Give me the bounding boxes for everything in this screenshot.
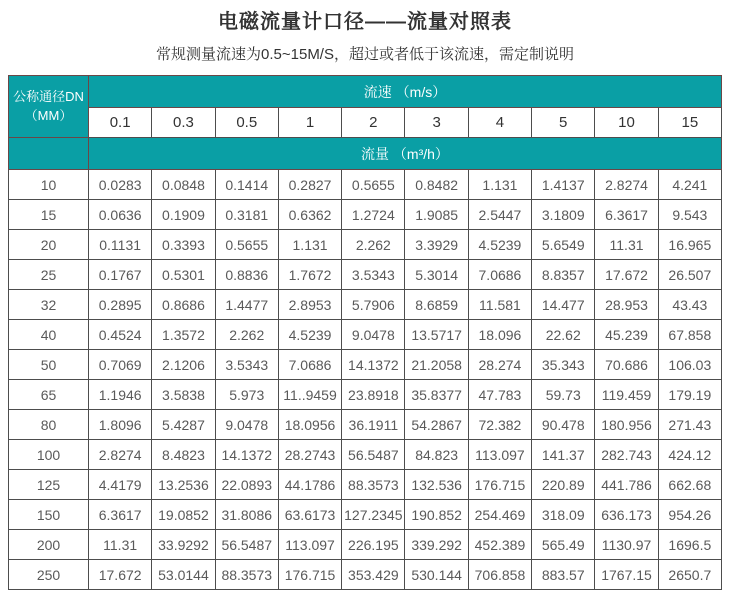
velocity-value: 0.5 [215,108,278,138]
dn-cell: 65 [9,380,89,410]
flow-value-cell: 1.3572 [152,320,215,350]
flow-value-cell: 706.858 [468,560,531,590]
flow-value-cell: 56.5487 [342,440,405,470]
flow-value-cell: 8.6859 [405,290,468,320]
corner-header [9,76,89,138]
flow-value-cell: 18.0956 [278,410,341,440]
flow-value-cell: 8.4823 [152,440,215,470]
flow-header: 流量 （m³/h） [89,138,722,170]
table-row [9,500,722,530]
flow-value-cell: 1.8096 [89,410,152,440]
flow-value-cell: 424.12 [658,440,721,470]
flow-value-cell: 11.31 [89,530,152,560]
flow-value-cell: 22.62 [532,320,595,350]
flow-value-cell: 1.131 [278,230,341,260]
flow-value-cell: 19.0852 [152,500,215,530]
table-row [9,260,722,290]
velocity-header: 流速 （m/s） [89,76,722,108]
flow-value-cell: 88.3573 [215,560,278,590]
flow-value-cell: 318.09 [532,500,595,530]
flow-value-cell: 8.8357 [532,260,595,290]
dn-cell: 80 [9,410,89,440]
dn-cell: 32 [9,290,89,320]
dn-cell: 20 [9,230,89,260]
flow-value-cell: 3.5838 [152,380,215,410]
table-row [9,470,722,500]
header-row-flow-label [9,138,722,170]
flow-value-cell: 1.131 [468,170,531,200]
velocity-value: 2 [342,108,405,138]
flow-value-cell: 0.0636 [89,200,152,230]
flow-value-cell: 1696.5 [658,530,721,560]
flow-value-cell: 0.5655 [215,230,278,260]
flow-value-cell: 5.3014 [405,260,468,290]
flow-value-cell: 441.786 [595,470,658,500]
flow-value-cell: 2.8274 [595,170,658,200]
flow-value-cell: 53.0144 [152,560,215,590]
corner-header-line2: （MM） [24,107,73,123]
velocity-value: 3 [405,108,468,138]
velocity-value: 0.3 [152,108,215,138]
page-title: 电磁流量计口径——流量对照表 [218,11,512,33]
flow-value-cell: 6.3617 [595,200,658,230]
flow-value-cell: 44.1786 [278,470,341,500]
flow-value-cell: 1130.97 [595,530,658,560]
table-row [9,230,722,260]
header-row-velocity-label [9,76,722,108]
flow-value-cell: 271.43 [658,410,721,440]
dn-cell: 250 [9,560,89,590]
flow-value-cell: 1767.15 [595,560,658,590]
velocity-value: 15 [658,108,721,138]
flow-value-cell: 7.0686 [278,350,341,380]
flow-value-cell: 13.5717 [405,320,468,350]
flow-value-cell: 565.49 [532,530,595,560]
flow-value-cell: 113.097 [278,530,341,560]
flow-value-cell: 88.3573 [342,470,405,500]
flow-value-cell: 4.5239 [278,320,341,350]
flow-value-cell: 0.1909 [152,200,215,230]
flow-value-cell: 180.956 [595,410,658,440]
corner-empty-cell [9,138,89,170]
flow-value-cell: 353.429 [342,560,405,590]
flow-value-cell: 0.0283 [89,170,152,200]
flow-value-cell: 16.965 [658,230,721,260]
flow-value-cell: 0.6362 [278,200,341,230]
flow-value-cell: 190.852 [405,500,468,530]
flow-value-cell: 9.543 [658,200,721,230]
velocity-value: 4 [468,108,531,138]
flow-value-cell: 2.1206 [152,350,215,380]
flow-value-cell: 179.19 [658,380,721,410]
flow-value-cell: 282.743 [595,440,658,470]
flow-value-cell: 176.715 [278,560,341,590]
flow-value-cell: 47.783 [468,380,531,410]
velocity-value: 10 [595,108,658,138]
flow-comparison-table [8,75,722,590]
table-row [9,440,722,470]
dn-cell: 100 [9,440,89,470]
flow-value-cell: 28.2743 [278,440,341,470]
flow-value-cell: 28.274 [468,350,531,380]
flow-value-cell: 530.144 [405,560,468,590]
flow-value-cell: 1.4137 [532,170,595,200]
flow-value-cell: 22.0893 [215,470,278,500]
flow-value-cell: 2.262 [215,320,278,350]
flow-value-cell: 662.68 [658,470,721,500]
flow-value-cell: 3.5343 [342,260,405,290]
flow-value-cell: 84.823 [405,440,468,470]
flow-value-cell: 7.0686 [468,260,531,290]
flow-value-cell: 35.8377 [405,380,468,410]
flow-value-cell: 35.343 [532,350,595,380]
flow-value-cell: 14.1372 [342,350,405,380]
dn-cell: 150 [9,500,89,530]
flow-value-cell: 31.8086 [215,500,278,530]
flow-value-cell: 56.5487 [215,530,278,560]
flow-value-cell: 5.4287 [152,410,215,440]
flow-value-cell: 0.7069 [89,350,152,380]
flow-table-body [9,170,722,590]
table-row [9,290,722,320]
flow-value-cell: 0.3393 [152,230,215,260]
flow-value-cell: 90.478 [532,410,595,440]
flow-value-cell: 0.1767 [89,260,152,290]
flow-value-cell: 36.1911 [342,410,405,440]
flow-value-cell: 45.239 [595,320,658,350]
table-row [9,170,722,200]
flow-value-cell: 3.1809 [532,200,595,230]
flow-value-cell: 883.57 [532,560,595,590]
velocity-values-row [9,108,722,138]
dn-cell: 40 [9,320,89,350]
flow-value-cell: 0.8686 [152,290,215,320]
velocity-value: 1 [278,108,341,138]
flow-value-cell: 636.173 [595,500,658,530]
flow-value-cell: 0.2895 [89,290,152,320]
flow-value-cell: 254.469 [468,500,531,530]
flow-value-cell: 1.1946 [89,380,152,410]
flow-value-cell: 5.7906 [342,290,405,320]
flow-value-cell: 5.973 [215,380,278,410]
flow-value-cell: 59.73 [532,380,595,410]
flow-value-cell: 3.5343 [215,350,278,380]
flow-value-cell: 11.31 [595,230,658,260]
flow-value-cell: 0.2827 [278,170,341,200]
flow-value-cell: 113.097 [468,440,531,470]
dn-cell: 15 [9,200,89,230]
flow-value-cell: 67.858 [658,320,721,350]
flow-value-cell: 3.3929 [405,230,468,260]
flow-value-cell: 106.03 [658,350,721,380]
flow-value-cell: 176.715 [468,470,531,500]
flow-value-cell: 127.2345 [342,500,405,530]
flow-value-cell: 43.43 [658,290,721,320]
flow-value-cell: 339.292 [405,530,468,560]
flow-value-cell: 9.0478 [215,410,278,440]
flow-value-cell: 14.1372 [215,440,278,470]
flow-value-cell: 2.8274 [89,440,152,470]
velocity-value: 0.1 [89,108,152,138]
flow-value-cell: 5.6549 [532,230,595,260]
flow-value-cell: 0.8482 [405,170,468,200]
flow-value-cell: 17.672 [595,260,658,290]
table-row [9,560,722,590]
flow-value-cell: 1.4477 [215,290,278,320]
table-row [9,530,722,560]
table-row [9,200,722,230]
flow-value-cell: 0.3181 [215,200,278,230]
table-row [9,380,722,410]
flow-value-cell: 0.1414 [215,170,278,200]
flow-value-cell: 0.0848 [152,170,215,200]
flow-value-cell: 2.8953 [278,290,341,320]
flow-value-cell: 11..9459 [278,380,341,410]
flow-value-cell: 0.4524 [89,320,152,350]
flow-value-cell: 72.382 [468,410,531,440]
flow-value-cell: 13.2536 [152,470,215,500]
page-subtitle: 常规测量流速为0.5~15M/S，超过或者低于该流速，需定制说明 [156,46,574,63]
flow-value-cell: 4.5239 [468,230,531,260]
flow-value-cell: 2.262 [342,230,405,260]
flow-value-cell: 0.5655 [342,170,405,200]
flow-value-cell: 4.241 [658,170,721,200]
flow-value-cell: 954.26 [658,500,721,530]
flow-value-cell: 63.6173 [278,500,341,530]
flow-value-cell: 17.672 [89,560,152,590]
flow-value-cell: 26.507 [658,260,721,290]
flow-value-cell: 141.37 [532,440,595,470]
flow-value-cell: 0.1131 [89,230,152,260]
flow-value-cell: 1.9085 [405,200,468,230]
flow-value-cell: 70.686 [595,350,658,380]
flow-value-cell: 28.953 [595,290,658,320]
table-row [9,410,722,440]
flow-value-cell: 6.3617 [89,500,152,530]
table-row [9,350,722,380]
flow-value-cell: 220.89 [532,470,595,500]
dn-cell: 200 [9,530,89,560]
flow-value-cell: 0.5301 [152,260,215,290]
dn-cell: 10 [9,170,89,200]
flow-value-cell: 14.477 [532,290,595,320]
table-row [9,320,722,350]
corner-header-line1: 公称通径DN [13,88,84,104]
flow-value-cell: 4.4179 [89,470,152,500]
flow-value-cell: 23.8918 [342,380,405,410]
dn-cell: 25 [9,260,89,290]
flow-value-cell: 2.5447 [468,200,531,230]
flow-value-cell: 132.536 [405,470,468,500]
flow-value-cell: 452.389 [468,530,531,560]
flow-value-cell: 18.096 [468,320,531,350]
velocity-value: 5 [532,108,595,138]
flow-value-cell: 54.2867 [405,410,468,440]
flow-value-cell: 1.2724 [342,200,405,230]
flow-value-cell: 0.8836 [215,260,278,290]
flow-value-cell: 21.2058 [405,350,468,380]
flow-value-cell: 2650.7 [658,560,721,590]
page [0,5,730,590]
dn-cell: 50 [9,350,89,380]
dn-cell: 125 [9,470,89,500]
flow-value-cell: 9.0478 [342,320,405,350]
flow-value-cell: 119.459 [595,380,658,410]
flow-value-cell: 33.9292 [152,530,215,560]
flow-value-cell: 11.581 [468,290,531,320]
flow-value-cell: 1.7672 [278,260,341,290]
flow-value-cell: 226.195 [342,530,405,560]
